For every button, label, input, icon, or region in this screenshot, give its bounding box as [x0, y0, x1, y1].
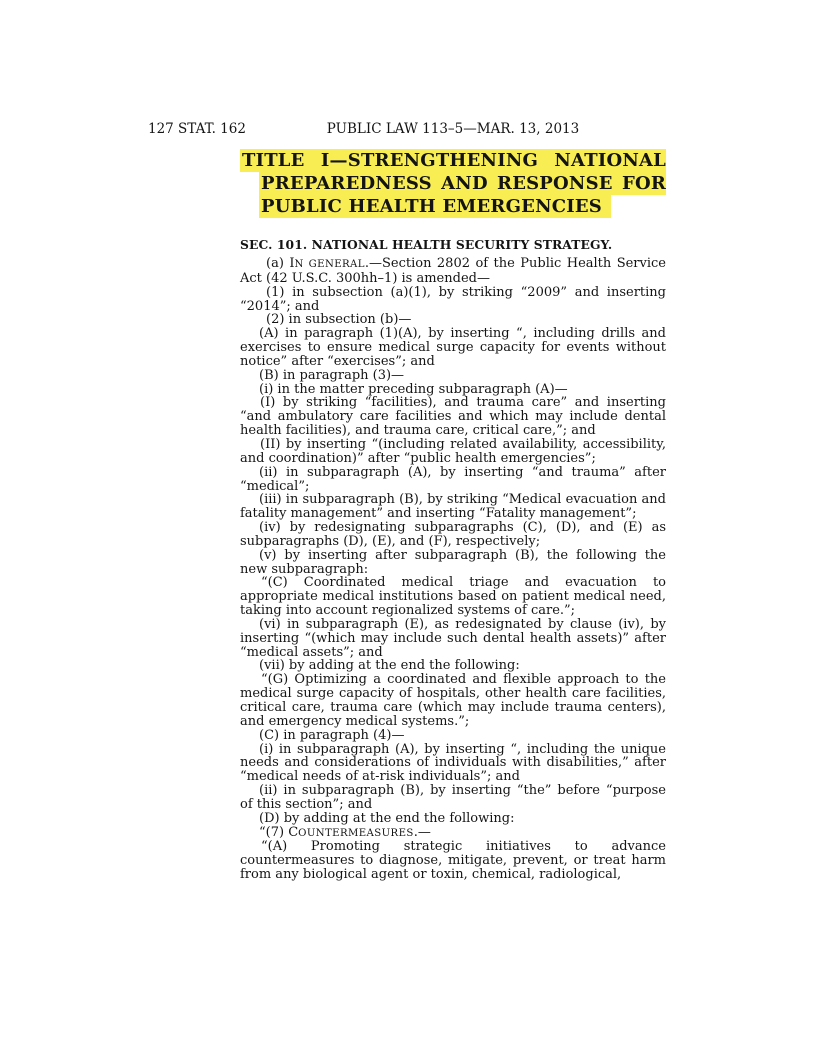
statute-paragraph — [240, 438, 666, 466]
text-segment: (D) by adding at the end the following: — [259, 810, 515, 826]
text-segment: (iii) in subparagraph (B), by striking “Medical evacuation and fatality management” and inserting “Fatality management”; — [240, 492, 666, 522]
text-segment: (B) in paragraph (3)— — [259, 367, 405, 383]
title-line-text: PREPAREDNESS AND RESPONSE FOR — [261, 173, 666, 194]
statute-paragraph — [240, 673, 666, 728]
statute-paragraph — [240, 521, 666, 549]
statute-paragraph — [240, 812, 666, 826]
section-heading: SEC. 101. NATIONAL HEALTH SECURITY STRATEGY. — [240, 237, 613, 252]
text-segment: “(7) C — [259, 824, 299, 840]
title-line — [240, 149, 666, 172]
statute-paragraph — [240, 826, 666, 841]
text-segment: OUNTERMEASURES — [298, 827, 414, 839]
statute-paragraph — [240, 396, 666, 438]
text-segment: (A) in paragraph (1)(A), by inserting “, including drills and exercises to ensure medical surge capacity for events without notice” after “exercises”; and — [240, 326, 666, 369]
statute-paragraph — [240, 840, 666, 882]
statute-paragraph — [240, 313, 666, 327]
statute-paragraph — [240, 327, 666, 369]
title-line-text: PUBLIC HEALTH EMERGENCIES — [259, 195, 611, 218]
text-segment: (I) by striking “facilities), and trauma care” and inserting “and ambulatory care facilities and which may include dental health facilities), and trauma care, critical care,”; and — [240, 395, 666, 439]
text-segment: (vi) in subparagraph (E), as redesignated by clause (iv), by inserting “(which may include such dental health assets)” after “medical assets”; and — [240, 616, 666, 660]
text-segment: (iv) by redesignating subparagraphs (C), (D), and (E) as subparagraphs (D), (E), and (F), respectively; — [240, 520, 666, 549]
statute-paragraph — [240, 369, 666, 383]
text-segment: .—Section 2802 of the Public Health Service Act (42 U.S.C. 300hh–1) is amended— — [240, 256, 666, 286]
statute-paragraph — [240, 383, 666, 397]
text-segment: (v) by inserting after subparagraph (B), the following the new subparagraph: — [240, 547, 666, 577]
statute-paragraph — [240, 286, 666, 314]
text-segment: (ii) in subparagraph (B), by inserting “the” before “purpose of this section”; and — [240, 783, 666, 812]
statute-paragraph — [240, 729, 666, 743]
text-segment: (II) by inserting “(including related availability, accessibility, and coordination)” after “public health emergencies”; — [240, 436, 666, 466]
text-segment: (C) in paragraph (4)— — [259, 727, 405, 743]
text-segment: (vii) by adding at the end the following: — [259, 658, 520, 674]
statute-paragraph — [240, 576, 666, 618]
text-segment: (a) I — [266, 256, 295, 271]
text-segment: (ii) in subparagraph (A), by inserting “and trauma” after “medical”; — [240, 464, 666, 494]
statute-paragraph — [240, 493, 666, 521]
stat-page-number: 127 STAT. 162 — [148, 121, 246, 137]
text-segment: .— — [413, 824, 431, 840]
title-line-text: TITLE I—STRENGTHENING NATIONAL — [242, 150, 666, 171]
statute-paragraph — [240, 784, 666, 812]
text-segment: “(C) Coordinated medical triage and evacuation to appropriate medical institutions based on patient medical need, taking into account regionalized systems of care.”; — [240, 575, 666, 619]
statute-paragraph — [240, 618, 666, 660]
statute-paragraph — [240, 549, 666, 577]
text-segment: (i) in the matter preceding subparagraph (A)— — [259, 381, 568, 397]
title-block — [240, 149, 666, 218]
text-segment: (i) in subparagraph (A), by inserting “, including the unique needs and considerations of individuals with disabilities,” after “medical needs of at-risk individuals”; and — [240, 741, 666, 785]
statute-paragraph — [240, 466, 666, 494]
text-segment: “(A) Promoting strategic initiatives to advance countermeasures to diagnose, mitigate, prevent, or treat harm from any biological agent or toxin, chemical, radiological, — [240, 839, 666, 883]
text-segment: “(G) Optimizing a coordinated and flexible approach to the medical surge capacity of hospitals, other health care facilities, critical care, trauma care (which may include trauma centers), and emergency medical systems.”; — [240, 672, 666, 729]
title-line — [259, 172, 666, 195]
statute-body — [240, 257, 666, 882]
text-segment: (1) in subsection (a)(1), by striking “2009” and inserting “2014”; and — [240, 284, 666, 314]
statute-paragraph — [240, 257, 666, 286]
public-law-header: PUBLIC LAW 113–5—MAR. 13, 2013 — [326, 121, 580, 137]
statute-paragraph — [240, 659, 666, 673]
title-line — [259, 195, 666, 218]
text-segment: N GENERAL — [294, 259, 365, 270]
text-segment: (2) in subsection (b)— — [266, 312, 412, 328]
statute-paragraph — [240, 743, 666, 785]
